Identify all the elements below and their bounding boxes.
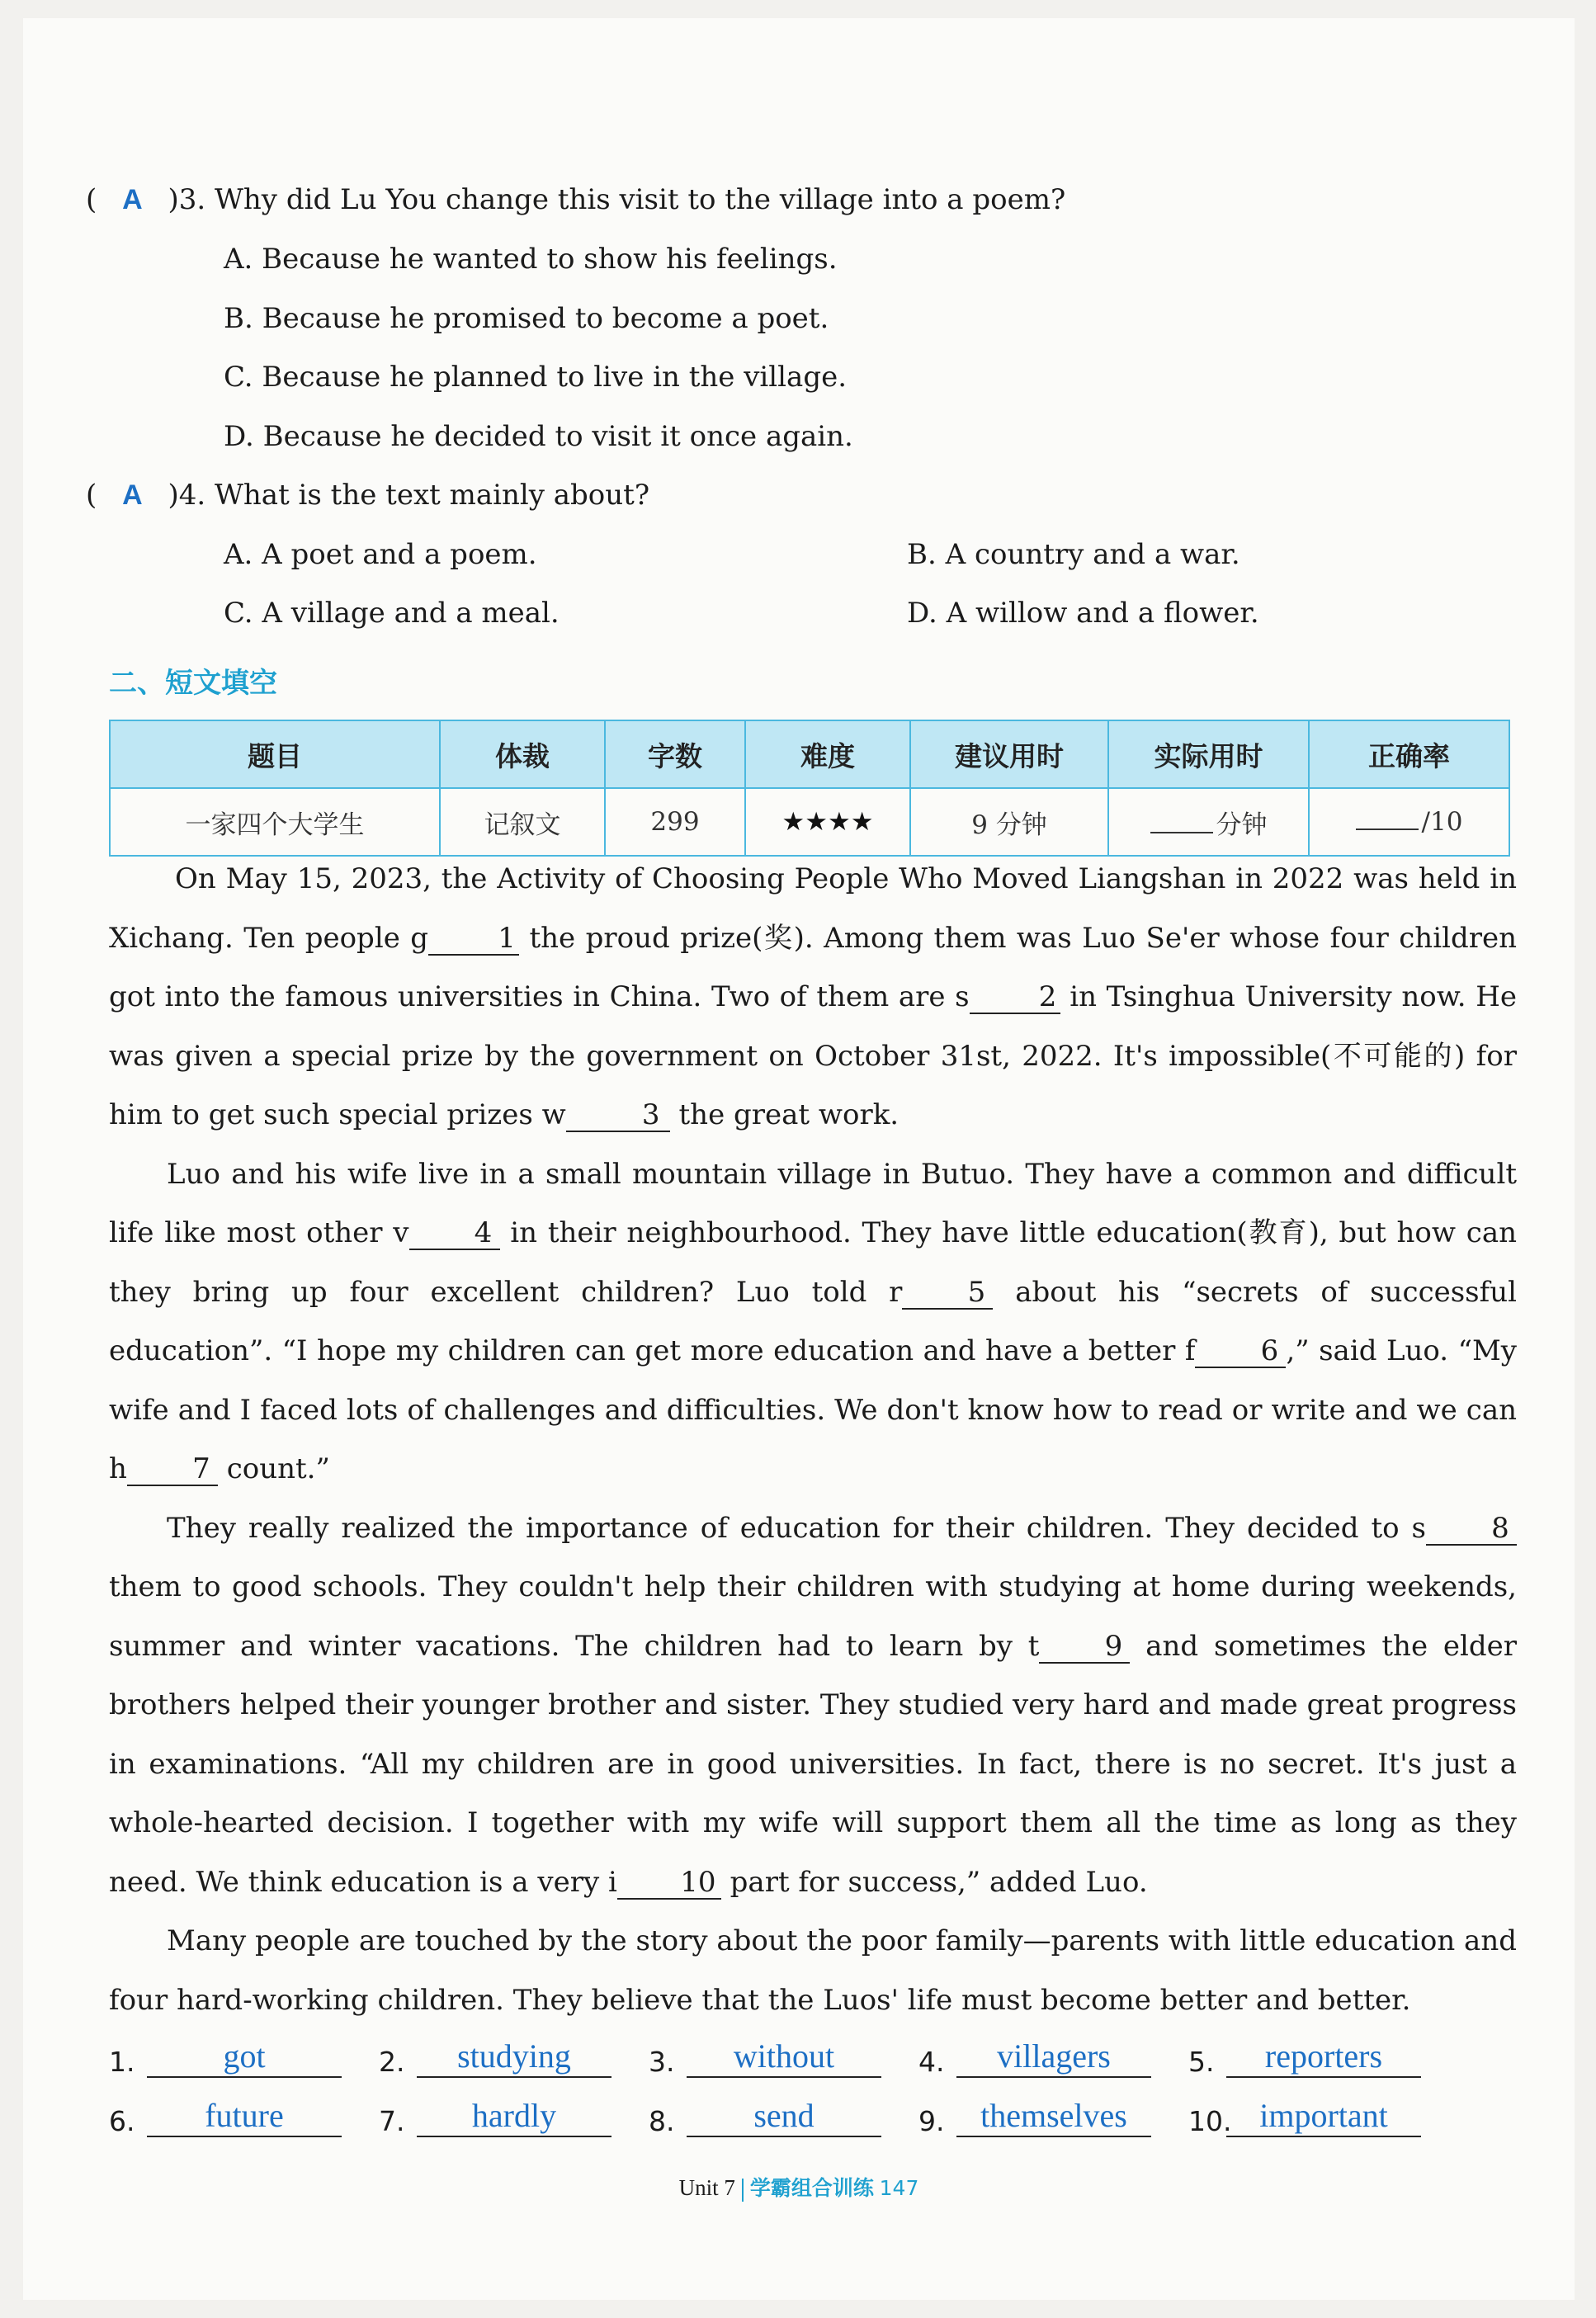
answer-9-value[interactable]: themselves <box>956 2096 1151 2137</box>
question-4-option-b: B. A country and a war. <box>907 538 1240 571</box>
header-genre: 体裁 <box>440 720 605 788</box>
page-footer <box>23 2172 1575 2202</box>
answer-4-value[interactable]: villagers <box>956 2037 1151 2078</box>
answer-10-value[interactable]: important <box>1226 2096 1421 2137</box>
info-table <box>109 720 1510 857</box>
answer-1-value[interactable]: got <box>147 2037 342 2078</box>
question-4-text: )4. What is the text mainly about? <box>168 479 650 512</box>
info-table-header <box>110 720 1509 788</box>
actual-time-unit: 分钟 <box>1216 810 1268 840</box>
info-table-row <box>110 788 1509 856</box>
answer-4: 4. villagers <box>918 2037 1188 2078</box>
answer-key <box>109 2037 1479 2177</box>
answer-7: 7. hardly <box>379 2096 649 2137</box>
answer-6: 6. future <box>109 2096 379 2137</box>
footer-series: 学霸组合训练 <box>749 2176 874 2200</box>
blank-1[interactable]: 1 <box>428 923 519 956</box>
answer-7-value[interactable]: hardly <box>417 2096 611 2137</box>
blank-8[interactable]: 8 <box>1426 1513 1517 1546</box>
blank-4[interactable]: 4 <box>409 1217 500 1250</box>
answer-3-value[interactable]: without <box>687 2037 881 2078</box>
question-4-answer: A <box>122 479 143 511</box>
question-3-option-c: C. Because he planned to live in the village. <box>224 361 848 394</box>
blank-3[interactable]: 3 <box>566 1099 670 1132</box>
blank-10[interactable]: 10 <box>617 1867 721 1900</box>
footer-divider <box>742 2179 744 2202</box>
answer-8-value[interactable]: send <box>687 2096 881 2137</box>
question-4 <box>86 479 649 512</box>
accuracy-blank[interactable] <box>1356 829 1419 830</box>
header-word-count: 字数 <box>605 720 745 788</box>
paragraph-3: They really realized the importance of education for their children. They decided to s 8 them to good schools. They couldn't help their children with studying at home during weekends, summer and winter vacations. The children had to learn by t 9 and sometimes the elder brothers helped their younger brother and sister. They studied very hard and made great progress in examinations. “All my children are in good universities. In fact, there is no secret. It's just a whole-hearted decision. I together with my wife will support them all the time as long as they need. We think education is a very i 10 part for success,” added Luo. <box>109 1511 1517 1899</box>
question-3 <box>86 183 1065 216</box>
header-suggested-time: 建议用时 <box>910 720 1108 788</box>
worksheet-page <box>23 18 1575 2300</box>
answer-2: 2. studying <box>379 2037 649 2078</box>
blank-6[interactable]: 6 <box>1195 1335 1286 1368</box>
question-3-option-b: B. Because he promised to become a poet. <box>224 302 829 335</box>
question-3-answer: A <box>122 184 143 215</box>
header-difficulty: 难度 <box>745 720 910 788</box>
paragraph-1: On May 15, 2023, the Activity of Choosing People Who Moved Liangshan in 2022 was held in Xichang. Ten people g 1 the proud prize(奖). Among them was Luo Se'er whose four children got into the famous universities in China. Two of them are s 2 in Tsinghua University now. He was given a special prize by the government on October 31st, 2022. It's impossible(不可能的) for him to get such special prizes w 3 the great work. <box>109 862 1517 1131</box>
cell-title: 一家四个大学生 <box>110 788 440 856</box>
passage <box>109 850 1517 2030</box>
header-accuracy: 正确率 <box>1309 720 1509 788</box>
blank-7[interactable]: 7 <box>127 1453 218 1486</box>
footer-unit: Unit 7 <box>678 2175 735 2200</box>
answer-5-value[interactable]: reporters <box>1226 2037 1421 2078</box>
answer-6-value[interactable]: future <box>147 2096 342 2137</box>
section-title: 二、短文填空 <box>109 667 277 700</box>
blank-5[interactable]: 5 <box>902 1277 993 1310</box>
answer-8: 8. send <box>649 2096 918 2137</box>
answer-1: 1. got <box>109 2037 379 2078</box>
cell-accuracy <box>1309 788 1509 856</box>
cell-genre: 记叙文 <box>440 788 605 856</box>
paragraph-2: Luo and his wife live in a small mountain village in Butuo. They have a common and difficult life like most other v 4 in their neighbourhood. They have little education(教育), but how can they bring up four excellent children? Luo told r 5 about his “secrets of successful education”. “I hope my children can get more education and have a better f 6 ,” said Luo. “My wife and I faced lots of challenges and difficulties. We don't know how to read or write and we can h 7 count.” <box>109 1157 1517 1485</box>
accuracy-total: /10 <box>1421 807 1463 837</box>
answer-row-2 <box>109 2096 1458 2137</box>
question-3-text: )3. Why did Lu You change this visit to the village into a poem? <box>168 183 1066 216</box>
blank-2[interactable]: 2 <box>970 981 1060 1014</box>
cell-word-count: 299 <box>605 788 745 856</box>
answer-2-value[interactable]: studying <box>417 2037 611 2078</box>
header-title: 题目 <box>110 720 440 788</box>
blank-9[interactable]: 9 <box>1039 1631 1130 1664</box>
answer-9: 9. themselves <box>918 2096 1188 2137</box>
question-4-option-c: C. A village and a meal. <box>224 597 560 630</box>
answer-10: 10. important <box>1188 2096 1458 2137</box>
question-3-option-d: D. Because he decided to visit it once again. <box>224 420 853 453</box>
answer-5: 5. reporters <box>1188 2037 1458 2078</box>
cell-suggested-time: 9 分钟 <box>910 788 1108 856</box>
paren-open: ( <box>86 479 97 512</box>
paren-open: ( <box>86 183 97 216</box>
cell-actual-time <box>1108 788 1309 856</box>
actual-time-blank[interactable] <box>1150 832 1213 833</box>
header-actual-time: 实际用时 <box>1108 720 1309 788</box>
paragraph-4: Many people are touched by the story about the poor family—parents with little education and four hard-working children. They believe that the Luos' life must become better and better. <box>109 1924 1517 2017</box>
answer-3: 3. without <box>649 2037 918 2078</box>
question-4-option-d: D. A willow and a flower. <box>907 597 1259 630</box>
answer-row-1 <box>109 2037 1458 2078</box>
page-number: 147 <box>879 2176 919 2200</box>
question-4-option-a: A. A poet and a poem. <box>224 538 537 571</box>
cell-difficulty: ★★★★ <box>745 788 910 856</box>
question-3-option-a: A. Because he wanted to show his feelings. <box>224 243 838 276</box>
